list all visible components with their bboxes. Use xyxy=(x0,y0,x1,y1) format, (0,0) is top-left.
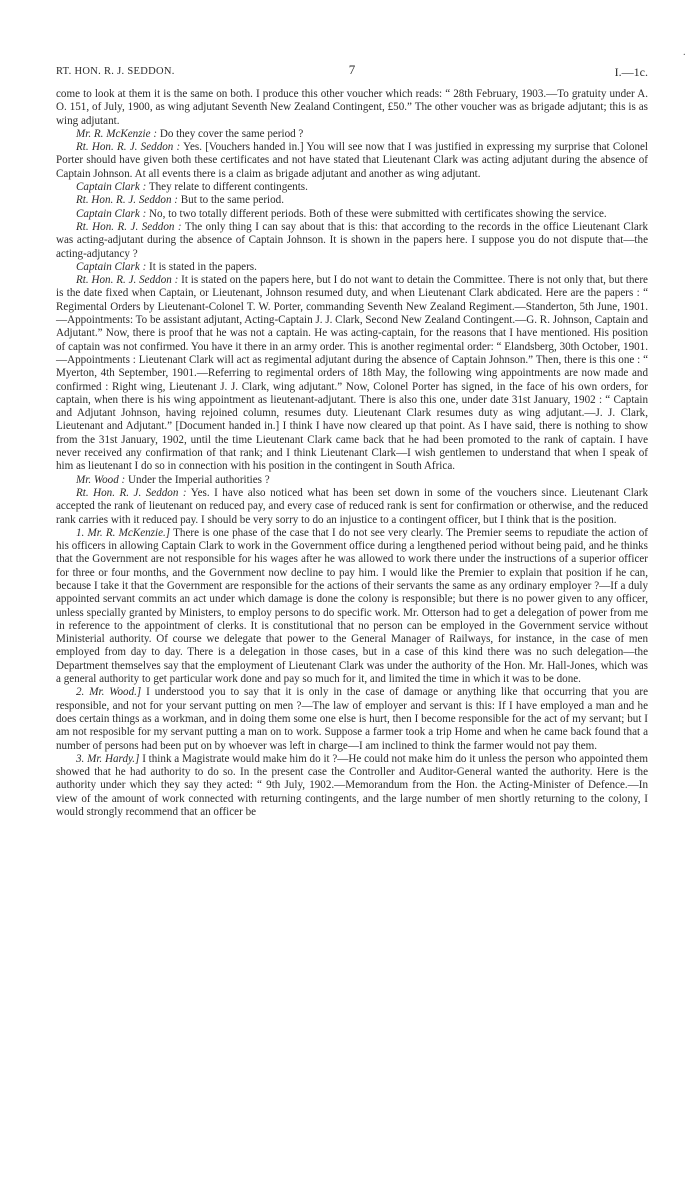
speaker-name: Rt. Hon. R. J. Seddon : xyxy=(76,141,181,154)
running-head: RT. HON. R. J. SEDDON. xyxy=(56,66,175,77)
paragraph: Mr. R. McKenzie : Do they cover the same period ? xyxy=(76,127,304,140)
speaker-name: Captain Clark : xyxy=(76,181,147,194)
question-label: 2. Mr. Wood.] xyxy=(76,686,142,699)
paragraph: Rt. Hon. R. J. Seddon : But to the same period. xyxy=(76,194,284,207)
paragraph: Captain Clark : They relate to different contingents. xyxy=(76,181,308,194)
paragraph: Rt. Hon. R. J. Seddon : Yes. I have also noticed what has been set down in some of the vouchers since. Lieutenant Clark accepted the rank of lieutenant on reduced pay, and every case of reduced rank is sent for confirmation or otherwise, and the reduced rank carries with it reduced pay. I should be very sorry to do an injustice to a contingent officer, but I think that is the position. xyxy=(56,486,648,526)
document-body xyxy=(56,88,648,819)
paragraph: Captain Clark : No, to two totally different periods. Both of these were submitted with certificates showing the service. xyxy=(76,207,607,220)
paragraph: 2. Mr. Wood.] I understood you to say that it is only in the case of damage or anything like that occurring that you are responsible, and not for your servant putting on men ?—The law of employer and servant is this: If I have employed a man and he does certain things as a workman, and in doing them some one else is hurt, then I become responsible for the act of my servant; but I am not resposible for my servant putting a man on to work. Suppose a farmer took a trip Home and when he came back found that a number of persons had been put on by whoever was left in charge—I am inclined to think the farmer would not pay them. xyxy=(56,686,648,752)
speaker-name: Mr. R. McKenzie : xyxy=(76,127,158,140)
page-header xyxy=(56,62,648,80)
paragraph: Rt. Hon. R. J. Seddon : Yes. [Vouchers handed in.] You will see now that I was justified in expressing my surprise that Colonel Porter should have given both these certificates and not have stated that Lieutenant Clark was acting adjutant during the absence of Captain Johnson. At all events there is a claim as brigade adjutant and another as wing adjutant. xyxy=(56,141,648,180)
speaker-name: Rt. Hon. R. J. Seddon : xyxy=(76,220,182,233)
question-label: 1. Mr. R. McKenzie.] xyxy=(76,526,171,539)
page-number: 7 xyxy=(348,62,356,77)
paragraph: Mr. Wood : Under the Imperial authorities ? xyxy=(76,473,270,486)
paragraph: Rt. Hon. R. J. Seddon : The only thing I can say about that is this: that according to the records in the office Lieutenant Clark was acting-adjutant during the absence of Captain Johnson. It is shown in the papers here. I suppose you do not dispute that—the acting-adjutancy ? xyxy=(56,220,648,260)
speaker-name: Rt. Hon. R. J. Seddon : xyxy=(76,274,179,287)
speaker-name: Captain Clark : xyxy=(76,207,147,220)
question-label: 3. Mr. Hardy.] xyxy=(76,752,140,765)
paragraph: 3. Mr. Hardy.] I think a Magistrate would make him do it ?—He could not make him do it unless the person who appointed them showed that he had authority to do so. In the present case the Controller and Auditor-General wanted the authority. Here is the authority under which they say they acted: “ 9th July, 1902.—Memorandum from the Hon. the Acting-Minister of Defence.—In view of the amount of work connected with returning contingents, and the large number of men shortly returning to the colony, I would strongly recommend that an officer be xyxy=(56,752,648,819)
paragraph: 1. Mr. R. McKenzie.] There is one phase of the case that I do not see very clearly. The Premier seems to repudiate the action of his officers in allowing Captain Clark to work in the Government office during a lengthened period without being paid, and he thinks that the Government are not responsible for his wages after he was allowed to work there under the instructions of a superior officer for three or four months, and the Government now decline to pay him. I would like the Premier to explain that position if he can, because I take it that the Government are responsible for the actions of their servants the same as any ordinary employer ?—If a duly appointed servant commits an act under which damage is done the colony is responsible; but there is no power given to any officer, unless specially granted by Ministers, to employ persons to do specific work. Mr. Otterson had to get a delegation of power from me in reference to the appointment of clerks. It is constitutional that no person can be employed in the Government service without Ministerial authority. Of course we delegate that power to the General Manager of Railways, for instance, in the case of men employed from day to day. There is a delegation in those cases, but in a case of this kind there was no such delegation—the Department themselves say that the employment of Lieutenant Clark was under the authority of the Hon. Mr. Hall-Jones, which was a general authority to get particular work done and pay so much for it, and limited the time in which it was to be done. xyxy=(56,526,648,686)
speaker-name: Captain Clark : xyxy=(76,260,147,273)
document-reference: I.—1c. xyxy=(614,65,648,79)
speaker-name: Mr. Wood : xyxy=(76,473,126,486)
paragraph: Captain Clark : It is stated in the papers. xyxy=(76,260,257,273)
corner-mark: · xyxy=(682,50,686,61)
paragraph: Rt. Hon. R. J. Seddon : It is stated on the papers here, but I do not want to detain the Committee. There is not only that, but there is the date fixed when Captain, or Lieutenant, Johnson resumed duty, and when Lieutenant Clark abdicated. Here are the papers : “ Regimental Orders by Lieutenant-Colonel T. W. Porter, commanding Seventh New Zealand Regiment.—Standerton, 5th June, 1901.—Appointments: To be assistant adjutant, Acting-Captain J. J. Clark, Second New Zealand Contingent.—G. R. Johnson, Captain and Adjutant.” Now, there is proof that he was not a captain. He was acting-captain, for the reasons that I have mentioned. His position of captain was not confirmed. You have it there in an army order. This is another regimental order: “ Elandsberg, 30th October, 1901.—Appointments : Lieutenant Clark will act as regimental adjutant during the absence of Captain Johnson.” Then, there is this one : “ Myerton, 4th September, 1901.—Referring to regimental orders of 18th May, the following wing appointments are now made and confirmed : Right wing, Lieutenant J. J. Clark, wing adjutant.” Now, Colonel Porter has signed, in the face of his own orders, for captain, when there is his wing appointment as lieutenant-adjutant. There is also this one, under date 31st January, 1902 : “ Captain and Adjutant Johnson, having rejoined column, resumes duty. Lieutenant Clark resumes duty as wing adjutant.—J. J. Clark, Lieutenant and Adjutant.” [Document handed in.] I think I have now cleared up that point. As I have said, there is nothing to show from the 31st January, 1902, until the time Lieutenant Clark came back that he had been promoted to the rank of captain. I have never received any confirmation of that rank; and I think Lieutenant Clark—I wish gentlemen to understand that when I speak of him as lieutenant I do so in connection with his position in the contingent in South Africa. xyxy=(56,274,648,473)
speaker-name: Rt. Hon. R. J. Seddon : xyxy=(76,194,178,207)
paragraph: come to look at them it is the same on both. I produce this other voucher which reads: “ 28th February, 1903.—To gratuity under A. O. 151, of July, 1900, as wing adjutant Seventh New Zealand Contingent, £50.” The other voucher was as brigade adjutant; this is as wing adjutant. xyxy=(56,88,648,127)
speaker-name: Rt. Hon. R. J. Seddon : xyxy=(76,486,187,499)
